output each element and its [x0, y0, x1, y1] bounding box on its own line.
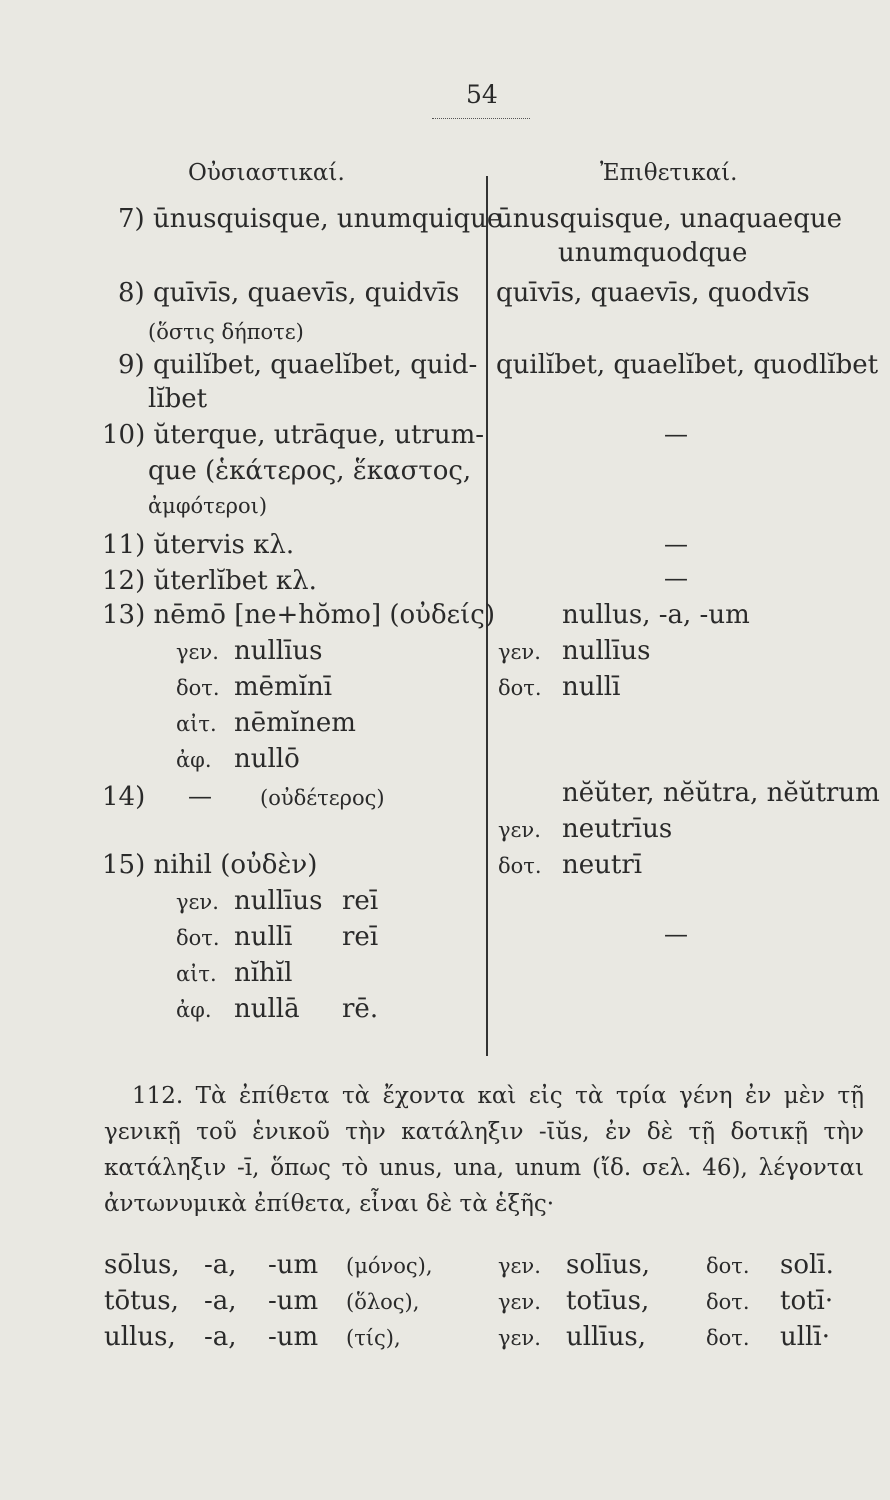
right-entry-7: ūnusquisque, unaquaeque	[496, 204, 842, 234]
right-entry-12-dash: —	[664, 564, 688, 592]
right-entry-13-dat-case: δοτ.	[498, 676, 542, 700]
right-entry-7-cont: unumquodque	[558, 238, 748, 268]
neuter-ending: -um	[268, 1322, 319, 1352]
entry-14-number: 14)	[102, 782, 146, 812]
genitive-form: totīus,	[566, 1286, 650, 1316]
dative-form: ullī·	[780, 1322, 830, 1352]
entry-10: 10) ŭterque, utrāque, utrum-	[102, 420, 485, 450]
feminine-ending: -a,	[204, 1286, 237, 1316]
genitive-label: γεν.	[498, 1290, 541, 1314]
entry-9-cont: lĭbet	[148, 384, 208, 414]
entry-15-gen-value: nullīus	[234, 886, 323, 916]
dative-label: δοτ.	[706, 1326, 750, 1350]
right-entry-11-dash: —	[664, 530, 688, 558]
dative-form: totī·	[780, 1286, 834, 1316]
entry-13: 13) nēmō [ne+hŏmo] (οὐδείς)	[102, 600, 495, 630]
entry-15-gen-rei: reī	[342, 886, 379, 916]
right-entry-14: nĕŭter, nĕŭtra, nĕŭtrum	[562, 778, 880, 808]
right-entry-8: quīvīs, quaevīs, quodvīs	[496, 278, 810, 308]
greek-gloss: (μόνος),	[346, 1254, 433, 1278]
entry-15-abl-value: nullā	[234, 994, 300, 1024]
entry-14-dash: —	[188, 782, 212, 810]
entry-9: 9) quilĭbet, quaelĭbet, quid-	[118, 350, 478, 380]
entry-13-acc-value: nēmĭnem	[234, 708, 356, 738]
paragraph-112-text: 112. Τὰ ἐπίθετα τὰ ἔχοντα καὶ εἰς τὰ τρία γένη ἐν μὲν τῇ γενικῇ τοῦ ἑνικοῦ τὴν κατάληξιν -ῑŭs, ἐν δὲ τῇ δοτικῇ τὴν κατάληξιν -ī, ὅπως τὸ unus, una, unum (ἴδ. σελ. 46), λέγονται ἀντωνυμικὰ ἐπίθετα, εἶναι δὲ τὰ ἑξῆς·	[104, 1083, 864, 1217]
page-number: 54	[466, 80, 498, 109]
neuter-ending: -um	[268, 1286, 319, 1316]
entry-13-gen-case: γεν.	[176, 640, 219, 664]
genitive-form: solīus,	[566, 1250, 650, 1280]
right-entry-13-dat-value: nullī	[562, 672, 621, 702]
entry-15-gen-case: γεν.	[176, 890, 219, 914]
entry-15-abl-re: rē.	[342, 994, 379, 1024]
dative-label: δοτ.	[706, 1290, 750, 1314]
entry-14-greek: (οὐδέτερος)	[260, 786, 385, 810]
dative-form: solī.	[780, 1250, 834, 1280]
entry-13-gen-value: nullīus	[234, 636, 323, 666]
greek-gloss: (τίς),	[346, 1326, 401, 1350]
entry-13-dat-case: δοτ.	[176, 676, 220, 700]
entry-10-greek: ἀμφότεροι)	[148, 494, 268, 518]
greek-gloss: (ὅλος),	[346, 1290, 420, 1314]
right-entry-10-dash: —	[664, 420, 688, 448]
entry-15-acc-value: nĭhĭl	[234, 958, 293, 988]
entry-13-acc-case: αἰτ.	[176, 712, 217, 736]
entry-8-greek: (ὅστις δήποτε)	[148, 320, 304, 344]
paragraph-112	[104, 1078, 864, 1222]
adjective-word: ullus,	[104, 1322, 176, 1352]
adjective-word: tōtus,	[104, 1286, 179, 1316]
right-entry-9: quilĭbet, quaelĭbet, quodlĭbet	[496, 350, 879, 380]
genitive-label: γεν.	[498, 1326, 541, 1350]
entry-7: 7) ūnusquisque, unumquique	[118, 204, 503, 234]
entry-13-abl-case: ἀφ.	[176, 748, 212, 772]
entry-13-abl-value: nullō	[234, 744, 300, 774]
right-entry-13-gen-case: γεν.	[498, 640, 541, 664]
entry-15-acc-case: αἰτ.	[176, 962, 217, 986]
feminine-ending: -a,	[204, 1250, 237, 1280]
right-entry-14-dat-value: neutrī	[562, 850, 643, 880]
entry-15-dat-case: δοτ.	[176, 926, 220, 950]
entry-15: 15) nihil (οὐδὲν)	[102, 850, 318, 880]
entry-15-dat-value: nullī	[234, 922, 293, 952]
genitive-form: ullīus,	[566, 1322, 647, 1352]
right-entry-14-dat-case: δοτ.	[498, 854, 542, 878]
genitive-label: γεν.	[498, 1254, 541, 1278]
right-entry-14-gen-case: γεν.	[498, 818, 541, 842]
right-entry-14-gen-value: neutrīus	[562, 814, 673, 844]
entry-8: 8) quīvīs, quaevīs, quidvīs	[118, 278, 460, 308]
right-entry-13: nullus, -a, -um	[562, 600, 750, 630]
right-entry-13-gen-value: nullīus	[562, 636, 651, 666]
entry-15-dat-rei: reī	[342, 922, 379, 952]
adjective-word: sōlus,	[104, 1250, 180, 1280]
entry-15-abl-case: ἀφ.	[176, 998, 212, 1022]
entry-11: 11) ŭtervis κλ.	[102, 530, 295, 560]
page-number-rule	[432, 118, 530, 119]
feminine-ending: -a,	[204, 1322, 237, 1352]
right-entry-15-dash: —	[664, 920, 688, 948]
entry-13-dat-value: mēmĭnī	[234, 672, 333, 702]
left-column-heading: Οὐσιαστικαί.	[188, 160, 345, 186]
neuter-ending: -um	[268, 1250, 319, 1280]
entry-12: 12) ŭterlĭbet κλ.	[102, 566, 317, 596]
right-column-heading: Ἐπιθετικαί.	[600, 160, 738, 186]
dative-label: δοτ.	[706, 1254, 750, 1278]
entry-10-cont: que (ἑκάτερος, ἕκαστος,	[148, 456, 472, 486]
